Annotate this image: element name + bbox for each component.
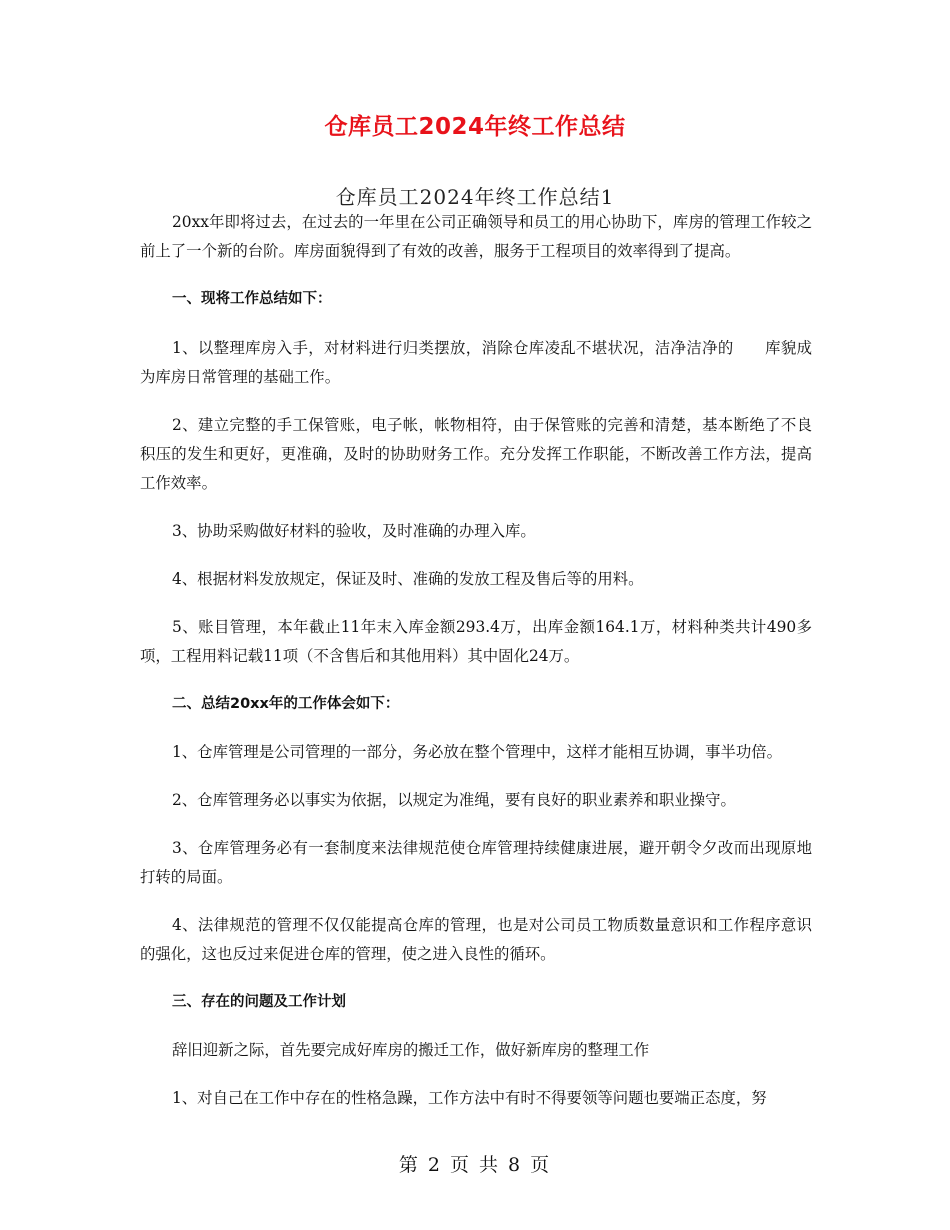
section-heading: 一、现将工作总结如下： bbox=[172, 291, 332, 307]
intro-paragraph: 20xx年即将过去，在过去的一年里在公司正确领导和员工的用心协助下，库房的管理工作较之前上了一个新的台阶。库房面貌得到了有效的改善，服务于工程项目的效率得到了提高。 bbox=[140, 213, 812, 260]
page-number-footer: 第 2 页 共 8 页 bbox=[398, 1154, 552, 1176]
section-heading: 三、存在的问题及工作计划 bbox=[172, 994, 346, 1010]
document-title: 仓库员工2024年终工作总结 bbox=[324, 114, 626, 140]
list-item: 辞旧迎新之际，首先要完成好库房的搬迁工作，做好新库房的整理工作 bbox=[172, 1041, 650, 1059]
document-body bbox=[140, 208, 812, 1113]
list-item: 2、建立完整的手工保管账，电子帐，帐物相符，由于保管账的完善和清楚，基本断绝了不良积压的发生和更好，更准确，及时的协助财务工作。充分发挥工作职能，不断改善工作方法，提高工作效率。 bbox=[140, 416, 812, 492]
list-item: 3、协助采购做好材料的验收，及时准确的办理入库。 bbox=[172, 522, 536, 540]
list-item: 2、仓库管理务必以事实为依据，以规定为准绳，要有良好的职业素养和职业操守。 bbox=[172, 791, 736, 809]
list-item: 3、仓库管理务必有一套制度来法律规范使仓库管理持续健康进展，避开朝令夕改而出现原地打转的局面。 bbox=[140, 839, 812, 886]
list-item: 1、以整理库房入手，对材料进行归类摆放，消除仓库凌乱不堪状况，洁净洁净的 库貌成为库房日常管理的基础工作。 bbox=[140, 339, 812, 386]
list-item: 5、账目管理，本年截止11年末入库金额293.4万，出库金额164.1万，材料种类共计490多项，工程用料记载11项（不含售后和其他用料）其中固化24万。 bbox=[140, 618, 812, 665]
document-subtitle: 仓库员工2024年终工作总结1 bbox=[335, 185, 615, 209]
section-heading: 二、总结20xx年的工作体会如下： bbox=[172, 696, 400, 712]
list-item: 1、对自己在工作中存在的性格急躁，工作方法中有时不得要领等问题也要端正态度，努 bbox=[172, 1089, 767, 1107]
list-item: 4、法律规范的管理不仅仅能提高仓库的管理，也是对公司员工物质数量意识和工作程序意识的强化，这也反过来促进仓库的管理，使之进入良性的循环。 bbox=[140, 916, 812, 963]
list-item: 1、仓库管理是公司管理的一部分，务必放在整个管理中，这样才能相互协调，事半功倍。 bbox=[172, 743, 783, 761]
list-item: 4、根据材料发放规定，保证及时、准确的发放工程及售后等的用料。 bbox=[172, 570, 644, 588]
